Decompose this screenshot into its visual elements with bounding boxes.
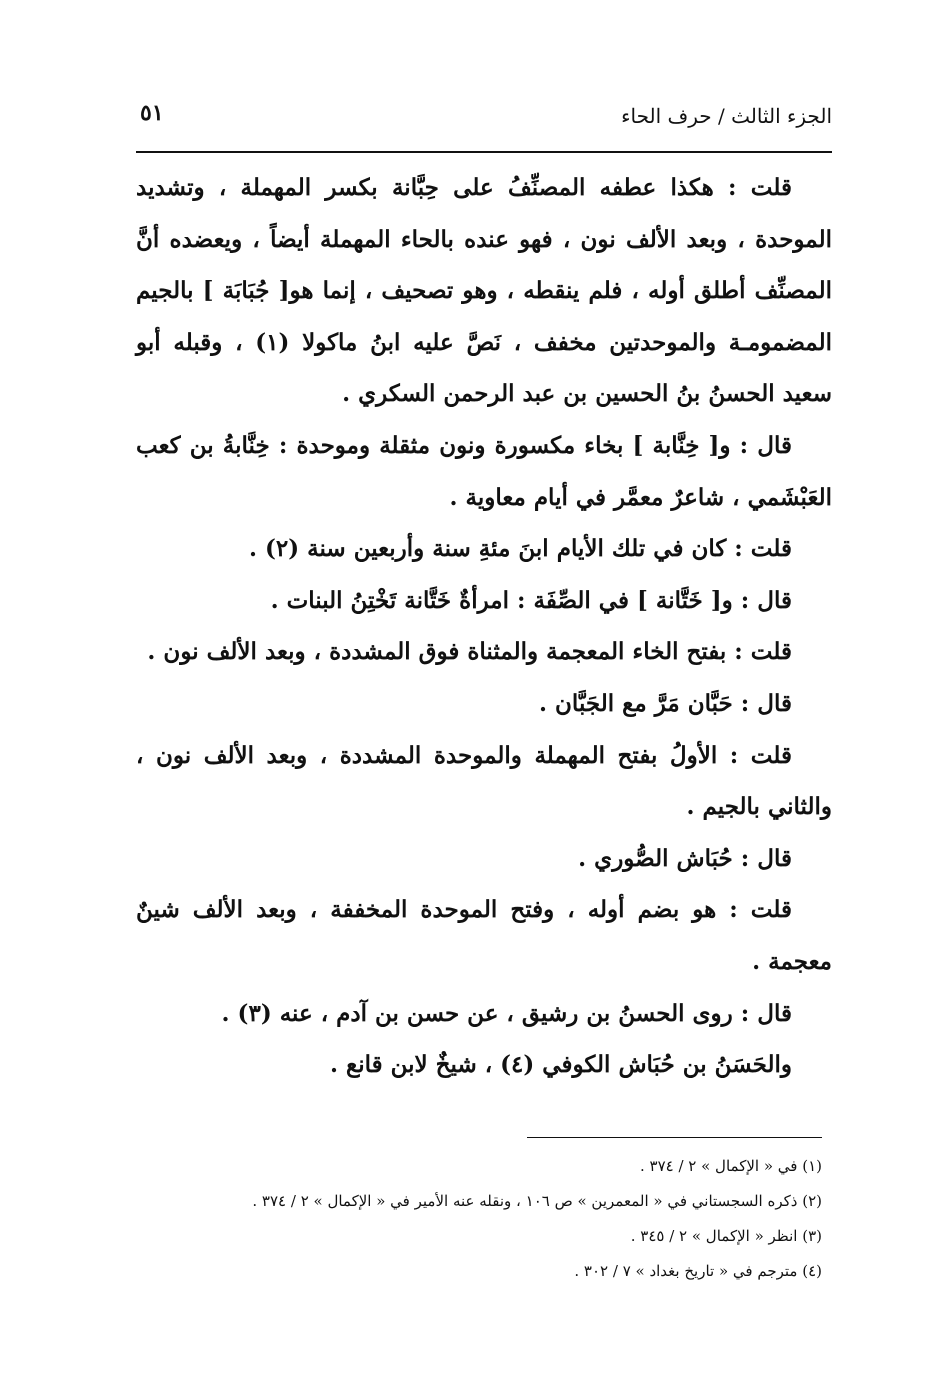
paragraph: قلت : الأولُ بفتح المهملة والموحدة المشددة ، وبعد الألف نون ، والثاني بالجيم . — [136, 741, 832, 821]
header-rule — [136, 151, 832, 153]
page-header — [138, 96, 832, 136]
paragraph: قال : حُبَاش الصُّوري . — [578, 844, 792, 872]
paragraph: قلت : بفتح الخاء المعجمة والمثناة فوق المشددة ، وبعد الألف نون . — [147, 638, 792, 666]
paragraph: قلت : كان في تلك الأيام ابنَ مئةِ سنة وأربعين سنة (٢) . — [248, 535, 792, 563]
paragraph: قال : و[ خِنَّابة ] بخاء مكسورة ونون مثقلة وموحدة : خِنَّابةُ بن كعب العَبْشَمي ، شاعرٌ معمَّر في أيام معاوية . — [136, 431, 832, 511]
paragraph: قلت : هو بضم أوله ، وفتح الموحدة المخففة ، وبعد الألف شينٌ معجمة . — [136, 896, 832, 975]
paragraph: قلت : هكذا عطفه المصنِّفُ على حِبَّانة بكسر المهملة ، وتشديد الموحدة ، وبعد الألف نون ، فهو عنده بالحاء المهملة أيضاً ، ويعضده أنَّ المصنِّف أطلق أوله ، فلم ينقطه ، وهو تصحيف ، إنما هو[ جُبَابَة ] بالجيم المضمومـة والموحدتين مخفف ، نَصَّ عليه ابنُ ماكولا (١) ، وقبله أبو سعيد الحسنُ بنُ الحسين بن عبد الرحمن السكري . — [136, 174, 832, 408]
footnote: (٣) انظر « الإكمال » ٢ / ٣٤٥ . — [630, 1227, 822, 1245]
footnotes — [136, 1149, 822, 1289]
page-number: ٥١ — [140, 100, 164, 126]
paragraph: قال : حَبَّان مَرَّ مع الجَبَّان . — [539, 689, 792, 717]
paragraph: والحَسَنُ بن حُبَاش الكوفي (٤) ، شيخٌ لابن قانع . — [329, 1051, 792, 1079]
running-title: الجزء الثالث / حرف الحاء — [621, 104, 832, 128]
footnote-rule — [527, 1137, 822, 1138]
footnote: (١) في « الإكمال » ٢ / ٣٧٤ . — [639, 1157, 822, 1175]
footnote: (٢) ذكره السجستاني في « المعمرين » ص ١٠٦ ، ونقله عنه الأمير في « الإكمال » ٢ / ٣٧٤ . — [252, 1192, 822, 1210]
footnote: (٤) مترجم في « تاريخ بغداد » ٧ / ٣٠٢ . — [574, 1262, 822, 1280]
paragraph: قال : روى الحسنُ بن رشيق ، عن حسن بن آدم ، عنه (٣) . — [221, 999, 792, 1027]
paragraph: قال : و[ خَتَّانة ] في الصِّفَة : امرأةٌ خَتَّانة تَخْتِنُ البنات . — [270, 586, 792, 614]
main-text — [136, 162, 832, 1091]
